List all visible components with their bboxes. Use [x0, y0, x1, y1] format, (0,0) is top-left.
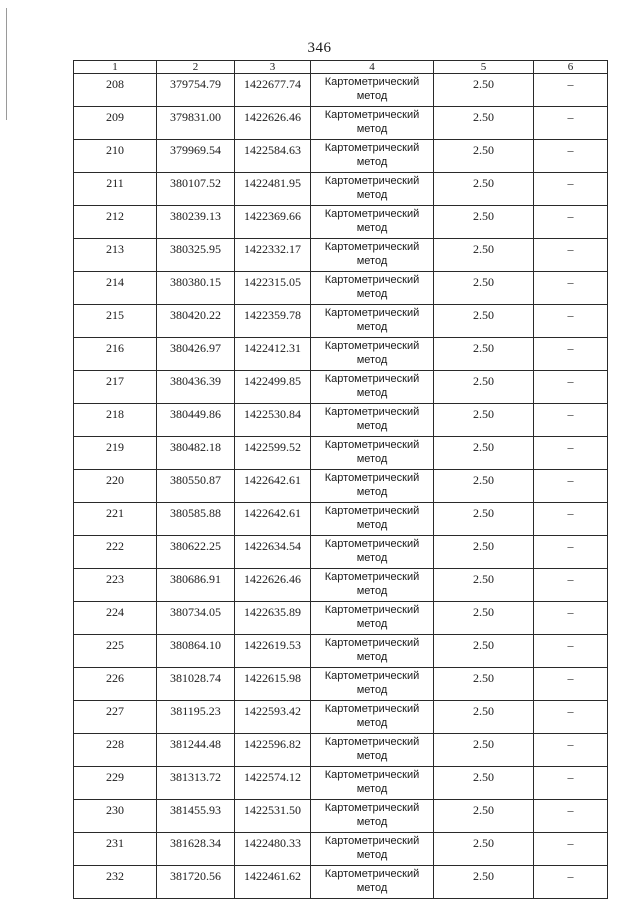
note-cell: –	[534, 437, 608, 470]
method-line-2: метод	[356, 783, 388, 795]
method-cell	[311, 371, 434, 404]
table-row	[74, 74, 608, 107]
y-coordinate-cell: 1422499.85	[235, 371, 311, 404]
method-line-1: Картометрический	[324, 868, 420, 880]
method-cell	[311, 206, 434, 239]
note-cell: –	[534, 404, 608, 437]
method-line-1: Картометрический	[324, 472, 420, 484]
accuracy-cell: 2.50	[434, 272, 534, 305]
x-coordinate-cell: 380449.86	[157, 404, 235, 437]
coordinates-table	[73, 60, 608, 899]
table-row	[74, 107, 608, 140]
y-coordinate-cell: 1422634.54	[235, 536, 311, 569]
note-cell: –	[534, 371, 608, 404]
method-cell	[311, 800, 434, 833]
header-col-5: 5	[434, 61, 534, 74]
table-row	[74, 503, 608, 536]
y-coordinate-cell: 1422642.61	[235, 470, 311, 503]
method-line-2: метод	[356, 90, 388, 102]
table-row	[74, 239, 608, 272]
accuracy-cell: 2.50	[434, 503, 534, 536]
point-number-cell: 215	[74, 305, 157, 338]
method-line-1: Картометрический	[324, 505, 420, 517]
accuracy-cell: 2.50	[434, 668, 534, 701]
accuracy-cell: 2.50	[434, 635, 534, 668]
method-line-2: метод	[356, 156, 388, 168]
y-coordinate-cell: 1422626.46	[235, 107, 311, 140]
y-coordinate-cell: 1422332.17	[235, 239, 311, 272]
table-row	[74, 470, 608, 503]
note-cell: –	[534, 536, 608, 569]
method-line-2: метод	[356, 189, 388, 201]
y-coordinate-cell: 1422635.89	[235, 602, 311, 635]
header-col-2: 2	[157, 61, 235, 74]
method-line-2: метод	[356, 849, 388, 861]
point-number-cell: 231	[74, 833, 157, 866]
accuracy-cell: 2.50	[434, 833, 534, 866]
method-cell	[311, 272, 434, 305]
y-coordinate-cell: 1422530.84	[235, 404, 311, 437]
header-col-3: 3	[235, 61, 311, 74]
x-coordinate-cell: 381244.48	[157, 734, 235, 767]
note-cell: –	[534, 866, 608, 899]
point-number-cell: 227	[74, 701, 157, 734]
method-line-2: метод	[356, 684, 388, 696]
table-row	[74, 305, 608, 338]
note-cell: –	[534, 107, 608, 140]
method-line-2: метод	[356, 321, 388, 333]
method-line-1: Картометрический	[324, 571, 420, 583]
x-coordinate-cell: 381455.93	[157, 800, 235, 833]
y-coordinate-cell: 1422593.42	[235, 701, 311, 734]
table-row	[74, 668, 608, 701]
table-row	[74, 371, 608, 404]
accuracy-cell: 2.50	[434, 536, 534, 569]
table-row	[74, 800, 608, 833]
accuracy-cell: 2.50	[434, 470, 534, 503]
header-col-6: 6	[534, 61, 608, 74]
accuracy-cell: 2.50	[434, 338, 534, 371]
table-row	[74, 437, 608, 470]
method-line-1: Картометрический	[324, 670, 420, 682]
table-row	[74, 173, 608, 206]
method-line-2: метод	[356, 288, 388, 300]
method-line-2: метод	[356, 816, 388, 828]
method-line-1: Картометрический	[324, 340, 420, 352]
method-line-2: метод	[356, 123, 388, 135]
x-coordinate-cell: 379831.00	[157, 107, 235, 140]
method-line-1: Картометрический	[324, 538, 420, 550]
point-number-cell: 219	[74, 437, 157, 470]
table-row	[74, 338, 608, 371]
note-cell: –	[534, 470, 608, 503]
point-number-cell: 209	[74, 107, 157, 140]
accuracy-cell: 2.50	[434, 107, 534, 140]
method-cell	[311, 602, 434, 635]
note-cell: –	[534, 206, 608, 239]
x-coordinate-cell: 380426.97	[157, 338, 235, 371]
point-number-cell: 223	[74, 569, 157, 602]
method-line-1: Картометрический	[324, 736, 420, 748]
point-number-cell: 220	[74, 470, 157, 503]
method-line-2: метод	[356, 387, 388, 399]
accuracy-cell: 2.50	[434, 239, 534, 272]
method-line-2: метод	[356, 486, 388, 498]
method-line-2: метод	[356, 453, 388, 465]
point-number-cell: 212	[74, 206, 157, 239]
note-cell: –	[534, 767, 608, 800]
table-row	[74, 602, 608, 635]
x-coordinate-cell: 381720.56	[157, 866, 235, 899]
method-cell	[311, 767, 434, 800]
method-line-1: Картометрический	[324, 208, 420, 220]
method-cell	[311, 635, 434, 668]
table-row	[74, 140, 608, 173]
point-number-cell: 222	[74, 536, 157, 569]
method-line-1: Картометрический	[324, 604, 420, 616]
method-cell	[311, 668, 434, 701]
method-line-2: метод	[356, 519, 388, 531]
x-coordinate-cell: 380734.05	[157, 602, 235, 635]
x-coordinate-cell: 380380.15	[157, 272, 235, 305]
table-row	[74, 536, 608, 569]
x-coordinate-cell: 380239.13	[157, 206, 235, 239]
method-line-2: метод	[356, 552, 388, 564]
x-coordinate-cell: 380864.10	[157, 635, 235, 668]
x-coordinate-cell: 379969.54	[157, 140, 235, 173]
method-cell	[311, 833, 434, 866]
method-cell	[311, 536, 434, 569]
scan-margin-line	[6, 8, 7, 120]
table-row	[74, 569, 608, 602]
method-line-1: Картометрический	[324, 703, 420, 715]
x-coordinate-cell: 381195.23	[157, 701, 235, 734]
method-line-2: метод	[356, 882, 388, 894]
method-line-2: метод	[356, 222, 388, 234]
method-cell	[311, 503, 434, 536]
x-coordinate-cell: 380107.52	[157, 173, 235, 206]
method-line-1: Картометрический	[324, 142, 420, 154]
accuracy-cell: 2.50	[434, 800, 534, 833]
method-line-2: метод	[356, 420, 388, 432]
method-cell	[311, 107, 434, 140]
method-line-2: метод	[356, 717, 388, 729]
point-number-cell: 225	[74, 635, 157, 668]
header-col-4: 4	[311, 61, 434, 74]
x-coordinate-cell: 380436.39	[157, 371, 235, 404]
point-number-cell: 208	[74, 74, 157, 107]
method-line-1: Картометрический	[324, 835, 420, 847]
method-line-2: метод	[356, 255, 388, 267]
method-line-1: Картометрический	[324, 76, 420, 88]
x-coordinate-cell: 381313.72	[157, 767, 235, 800]
y-coordinate-cell: 1422369.66	[235, 206, 311, 239]
accuracy-cell: 2.50	[434, 173, 534, 206]
point-number-cell: 213	[74, 239, 157, 272]
y-coordinate-cell: 1422677.74	[235, 74, 311, 107]
x-coordinate-cell: 380325.95	[157, 239, 235, 272]
x-coordinate-cell: 380550.87	[157, 470, 235, 503]
y-coordinate-cell: 1422315.05	[235, 272, 311, 305]
accuracy-cell: 2.50	[434, 569, 534, 602]
table-body	[74, 74, 608, 899]
y-coordinate-cell: 1422574.12	[235, 767, 311, 800]
accuracy-cell: 2.50	[434, 734, 534, 767]
accuracy-cell: 2.50	[434, 701, 534, 734]
note-cell: –	[534, 668, 608, 701]
note-cell: –	[534, 272, 608, 305]
table-header	[74, 61, 608, 74]
method-cell	[311, 305, 434, 338]
point-number-cell: 221	[74, 503, 157, 536]
point-number-cell: 232	[74, 866, 157, 899]
y-coordinate-cell: 1422642.61	[235, 503, 311, 536]
y-coordinate-cell: 1422412.31	[235, 338, 311, 371]
table-row	[74, 701, 608, 734]
table-row	[74, 206, 608, 239]
accuracy-cell: 2.50	[434, 140, 534, 173]
point-number-cell: 224	[74, 602, 157, 635]
table-row	[74, 866, 608, 899]
method-line-1: Картометрический	[324, 241, 420, 253]
point-number-cell: 210	[74, 140, 157, 173]
x-coordinate-cell: 380585.88	[157, 503, 235, 536]
point-number-cell: 218	[74, 404, 157, 437]
note-cell: –	[534, 305, 608, 338]
y-coordinate-cell: 1422584.63	[235, 140, 311, 173]
method-cell	[311, 734, 434, 767]
note-cell: –	[534, 140, 608, 173]
x-coordinate-cell: 381628.34	[157, 833, 235, 866]
y-coordinate-cell: 1422481.95	[235, 173, 311, 206]
method-line-1: Картометрический	[324, 439, 420, 451]
page-number: 346	[307, 40, 332, 56]
method-cell	[311, 140, 434, 173]
table-row	[74, 404, 608, 437]
y-coordinate-cell: 1422531.50	[235, 800, 311, 833]
note-cell: –	[534, 833, 608, 866]
point-number-cell: 228	[74, 734, 157, 767]
note-cell: –	[534, 239, 608, 272]
method-cell	[311, 173, 434, 206]
table-row	[74, 833, 608, 866]
point-number-cell: 214	[74, 272, 157, 305]
x-coordinate-cell: 380420.22	[157, 305, 235, 338]
table-row	[74, 272, 608, 305]
note-cell: –	[534, 503, 608, 536]
note-cell: –	[534, 734, 608, 767]
y-coordinate-cell: 1422596.82	[235, 734, 311, 767]
method-cell	[311, 74, 434, 107]
method-line-1: Картометрический	[324, 373, 420, 385]
method-cell	[311, 866, 434, 899]
method-cell	[311, 404, 434, 437]
method-cell	[311, 470, 434, 503]
table-row	[74, 635, 608, 668]
method-line-2: метод	[356, 618, 388, 630]
method-line-1: Картометрический	[324, 307, 420, 319]
x-coordinate-cell: 380622.25	[157, 536, 235, 569]
method-line-2: метод	[356, 750, 388, 762]
method-line-2: метод	[356, 585, 388, 597]
point-number-cell: 226	[74, 668, 157, 701]
table-row	[74, 767, 608, 800]
note-cell: –	[534, 74, 608, 107]
y-coordinate-cell: 1422615.98	[235, 668, 311, 701]
point-number-cell: 230	[74, 800, 157, 833]
note-cell: –	[534, 173, 608, 206]
note-cell: –	[534, 635, 608, 668]
method-cell	[311, 437, 434, 470]
method-cell	[311, 338, 434, 371]
y-coordinate-cell: 1422461.62	[235, 866, 311, 899]
header-row	[74, 61, 608, 74]
accuracy-cell: 2.50	[434, 305, 534, 338]
accuracy-cell: 2.50	[434, 767, 534, 800]
method-line-2: метод	[356, 354, 388, 366]
x-coordinate-cell: 379754.79	[157, 74, 235, 107]
method-line-1: Картометрический	[324, 769, 420, 781]
method-line-1: Картометрический	[324, 109, 420, 121]
method-cell	[311, 701, 434, 734]
method-cell	[311, 569, 434, 602]
note-cell: –	[534, 338, 608, 371]
y-coordinate-cell: 1422619.53	[235, 635, 311, 668]
note-cell: –	[534, 602, 608, 635]
accuracy-cell: 2.50	[434, 437, 534, 470]
method-line-1: Картометрический	[324, 406, 420, 418]
accuracy-cell: 2.50	[434, 74, 534, 107]
header-col-1: 1	[74, 61, 157, 74]
note-cell: –	[534, 569, 608, 602]
accuracy-cell: 2.50	[434, 371, 534, 404]
y-coordinate-cell: 1422599.52	[235, 437, 311, 470]
method-cell	[311, 239, 434, 272]
y-coordinate-cell: 1422480.33	[235, 833, 311, 866]
note-cell: –	[534, 701, 608, 734]
point-number-cell: 217	[74, 371, 157, 404]
x-coordinate-cell: 381028.74	[157, 668, 235, 701]
method-line-1: Картометрический	[324, 637, 420, 649]
accuracy-cell: 2.50	[434, 206, 534, 239]
method-line-2: метод	[356, 651, 388, 663]
point-number-cell: 216	[74, 338, 157, 371]
method-line-1: Картометрический	[324, 175, 420, 187]
y-coordinate-cell: 1422626.46	[235, 569, 311, 602]
note-cell: –	[534, 800, 608, 833]
accuracy-cell: 2.50	[434, 866, 534, 899]
y-coordinate-cell: 1422359.78	[235, 305, 311, 338]
method-line-1: Картометрический	[324, 802, 420, 814]
x-coordinate-cell: 380482.18	[157, 437, 235, 470]
point-number-cell: 211	[74, 173, 157, 206]
accuracy-cell: 2.50	[434, 602, 534, 635]
table-row	[74, 734, 608, 767]
method-line-1: Картометрический	[324, 274, 420, 286]
x-coordinate-cell: 380686.91	[157, 569, 235, 602]
accuracy-cell: 2.50	[434, 404, 534, 437]
point-number-cell: 229	[74, 767, 157, 800]
